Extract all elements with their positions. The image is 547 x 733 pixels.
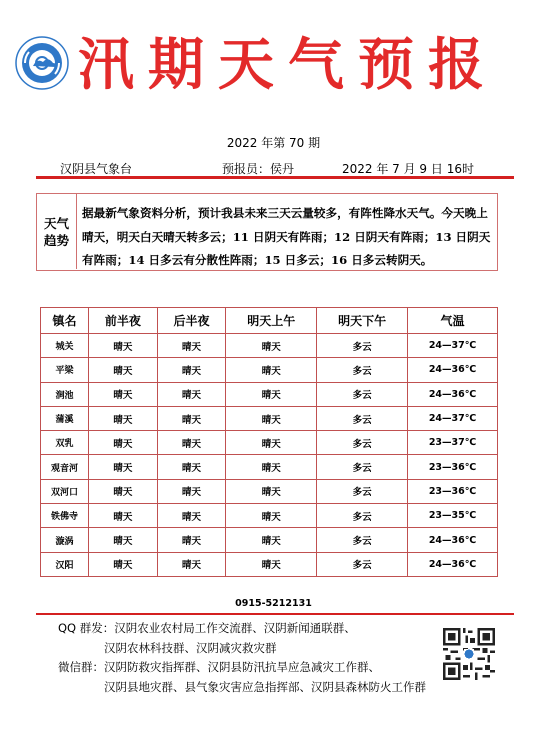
- wechat-groups-line: 微信群：汉阴防救灾指挥群、汉阴县防汛抗旱应急减灾工作群、: [58, 660, 380, 674]
- issue-datetime: 2022 年 7 月 9 日 16时: [342, 162, 474, 176]
- temperature-cell: 23—36℃: [408, 455, 498, 479]
- forecaster: 预报员：侯丹: [222, 162, 295, 176]
- weather-trend-text: 据最新气象资料分析，预计我县未来三天云量较多，有阵性降水天气。今天晚上晴天，明天白天晴天转多云；11 日阴天有阵雨；12 日阴天有阵雨；13 日阴天有阵雨；14 日多云有分散性阵雨；15 日多云；16 日多云转阴天。: [82, 206, 491, 267]
- meteorology-logo-icon: [15, 36, 69, 90]
- weather-cell: 晴天: [157, 479, 226, 503]
- weather-cell: 晴天: [226, 528, 317, 552]
- weather-cell: 晴天: [89, 552, 158, 576]
- bulletin-title: 汛期天气预报: [78, 32, 498, 98]
- town-name-cell: 平梁: [41, 358, 89, 382]
- table-row: [41, 504, 498, 528]
- town-name-cell: 汉阳: [41, 552, 89, 576]
- column-header: 明天下午: [317, 308, 408, 334]
- weather-cell: 晴天: [157, 382, 226, 406]
- qq-groups-line: 汉阴农林科技群、汉阴减灾救灾群: [104, 640, 277, 655]
- temperature-cell: 23—37℃: [408, 431, 498, 455]
- weather-cell: 多云: [317, 479, 408, 503]
- weather-cell: 晴天: [226, 479, 317, 503]
- weather-cell: 多云: [317, 455, 408, 479]
- temperature-cell: 24—36℃: [408, 528, 498, 552]
- wechat-groups-line: 汉阴县地灾群、县气象灾害应急指挥部、汉阴县森林防火工作群: [104, 679, 426, 694]
- column-header: 后半夜: [157, 308, 226, 334]
- weather-cell: 晴天: [157, 358, 226, 382]
- header-rule: [36, 176, 514, 179]
- temperature-cell: 23—35℃: [408, 504, 498, 528]
- weather-cell: 晴天: [226, 406, 317, 430]
- weather-cell: 晴天: [157, 552, 226, 576]
- weather-cell: 晴天: [157, 504, 226, 528]
- town-name-cell: 涧池: [41, 382, 89, 406]
- town-name-cell: 双河口: [41, 479, 89, 503]
- weather-cell: 晴天: [226, 455, 317, 479]
- weather-cell: 晴天: [157, 528, 226, 552]
- weather-cell: 多云: [317, 528, 408, 552]
- temperature-cell: 24—37℃: [408, 406, 498, 430]
- table-row: [41, 382, 498, 406]
- weather-cell: 晴天: [89, 334, 158, 358]
- issue-number: 2022 年第 70 期: [226, 136, 321, 150]
- weather-cell: 晴天: [89, 406, 158, 430]
- weather-cell: 多云: [317, 334, 408, 358]
- temperature-cell: 24—36℃: [408, 358, 498, 382]
- weather-cell: 晴天: [89, 358, 158, 382]
- table-row: [41, 552, 498, 576]
- town-name-cell: 漩涡: [41, 528, 89, 552]
- town-name-cell: 城关: [41, 334, 89, 358]
- weather-cell: 多云: [317, 406, 408, 430]
- forecast-table: [40, 307, 498, 577]
- temperature-cell: 23—36℃: [408, 479, 498, 503]
- qr-code-icon[interactable]: [443, 628, 495, 680]
- table-row: [41, 334, 498, 358]
- weather-cell: 晴天: [226, 552, 317, 576]
- weather-trend-box: [36, 193, 498, 271]
- office-name: 汉阴县气象台: [60, 162, 133, 176]
- column-header: 明天上午: [226, 308, 317, 334]
- contact-phone: 0915-5212131: [235, 598, 312, 609]
- weather-cell: 晴天: [89, 528, 158, 552]
- town-name-cell: 铁佛寺: [41, 504, 89, 528]
- table-row: [41, 358, 498, 382]
- weather-cell: 晴天: [226, 358, 317, 382]
- distribution-groups: [58, 619, 438, 697]
- weather-cell: 晴天: [226, 431, 317, 455]
- temperature-cell: 24—36℃: [408, 382, 498, 406]
- temperature-cell: 24—37℃: [408, 334, 498, 358]
- weather-cell: 晴天: [226, 504, 317, 528]
- qq-groups-line: QQ 群发：汉阴农业农村局工作交流群、汉阴新闻通联群、: [58, 621, 356, 635]
- column-header: 气温: [408, 308, 498, 334]
- table-row: [41, 455, 498, 479]
- column-header: 镇名: [41, 308, 89, 334]
- weather-trend-label: 天气趋势: [37, 194, 77, 269]
- town-name-cell: 观音河: [41, 455, 89, 479]
- weather-cell: 晴天: [89, 455, 158, 479]
- weather-cell: 晴天: [226, 382, 317, 406]
- weather-cell: 多云: [317, 431, 408, 455]
- weather-cell: 多云: [317, 552, 408, 576]
- weather-cell: 晴天: [89, 504, 158, 528]
- weather-cell: 晴天: [89, 382, 158, 406]
- weather-cell: 晴天: [89, 431, 158, 455]
- footer-rule: [36, 613, 514, 615]
- weather-cell: 晴天: [157, 334, 226, 358]
- weather-cell: 多云: [317, 382, 408, 406]
- town-name-cell: 双乳: [41, 431, 89, 455]
- table-header-row: [41, 308, 498, 334]
- weather-cell: 多云: [317, 358, 408, 382]
- column-header: 前半夜: [89, 308, 158, 334]
- weather-cell: 晴天: [226, 334, 317, 358]
- town-name-cell: 蒲溪: [41, 406, 89, 430]
- table-row: [41, 528, 498, 552]
- weather-cell: 多云: [317, 504, 408, 528]
- temperature-cell: 24—36℃: [408, 552, 498, 576]
- weather-cell: 晴天: [157, 406, 226, 430]
- table-row: [41, 406, 498, 430]
- table-row: [41, 479, 498, 503]
- table-row: [41, 431, 498, 455]
- weather-cell: 晴天: [157, 455, 226, 479]
- weather-cell: 晴天: [89, 479, 158, 503]
- weather-cell: 晴天: [157, 431, 226, 455]
